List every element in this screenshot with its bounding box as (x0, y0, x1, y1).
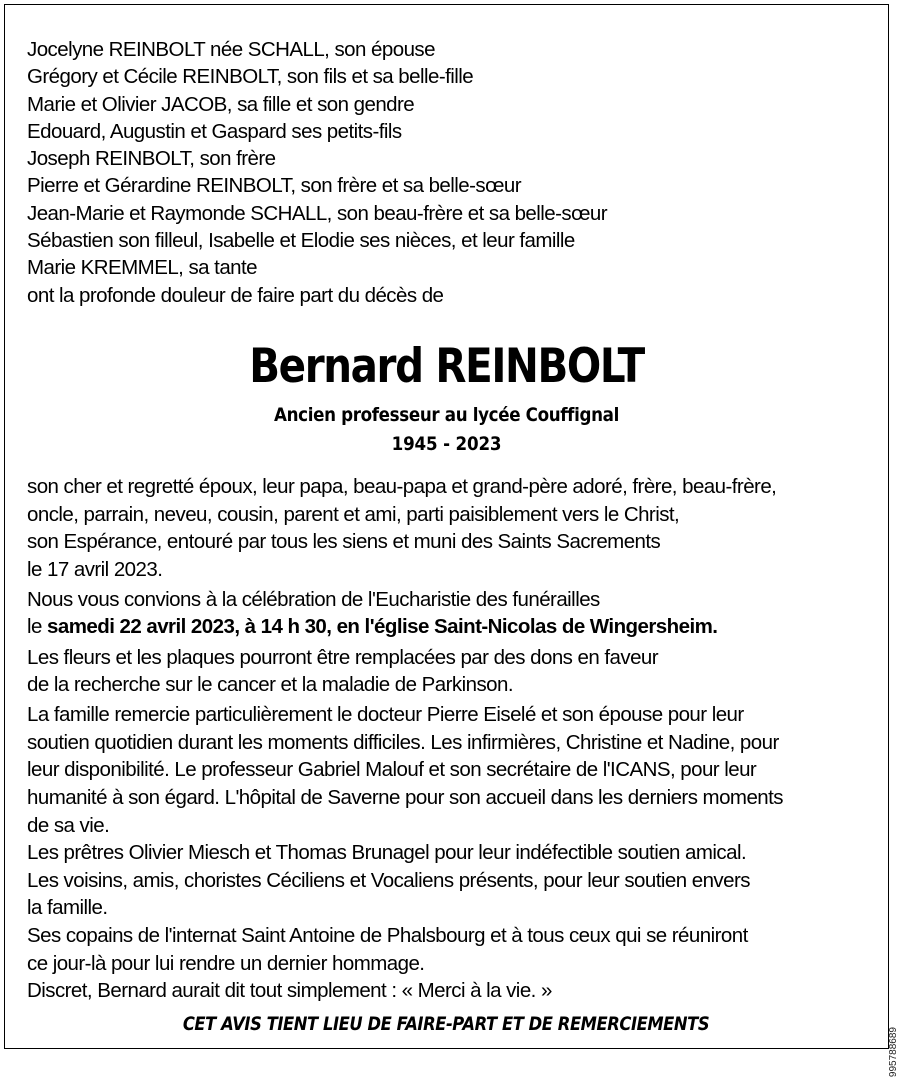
tribute-paragraph (27, 473, 877, 583)
funeral-intro: Nous vous convions à la célébration de l'Eucharistie des funérailles (27, 587, 600, 611)
thanks-line: leur disponibilité. Le professeur Gabriel Malouf et son secrétaire de l'ICANS, pour leur (27, 758, 757, 782)
family-line: Marie KREMMEL, sa tante (27, 256, 258, 280)
family-line: Pierre et Gérardine REINBOLT, son frère et sa belle-sœur (27, 174, 522, 198)
family-line: Edouard, Augustin et Gaspard ses petits-fils (27, 119, 402, 143)
family-line: Marie et Olivier JACOB, sa fille et son gendre (27, 92, 415, 116)
tribute-line: oncle, parrain, neveu, cousin, parent et ami, parti paisiblement vers le Christ, (27, 502, 680, 526)
closing-quote-line: Discret, Bernard aurait dit tout simplement : « Merci à la vie. » (27, 979, 552, 1003)
funeral-prefix: le (27, 615, 48, 639)
tribute-line: son Espérance, entouré par tous les siens et muni des Saints Sacrements (27, 530, 661, 554)
family-line: Jean-Marie et Raymonde SCHALL, son beau-frère et sa belle-sœur (27, 201, 608, 225)
deceased-block (5, 336, 888, 459)
tribute-line: le 17 avril 2023. (27, 557, 163, 581)
family-line: Grégory et Cécile REINBOLT, son fils et sa belle-fille (27, 65, 474, 89)
thanks-line: Les voisins, amis, choristes Céciliens et Vocaliens présents, pour leur soutien envers (27, 868, 750, 892)
family-line: Sébastien son filleul, Isabelle et Elodie ses nièces, et leur famille (27, 229, 575, 253)
thanks-line: humanité à son égard. L'hôpital de Saverne pour son accueil dans les derniers moments (27, 786, 784, 810)
thanks-line: soutien quotidien durant les moments difficiles. Les infirmières, Christine et Nadine, pour (27, 730, 779, 754)
thanks-line: La famille remercie particulièrement le docteur Pierre Eiselé et son épouse pour leur (27, 703, 744, 727)
family-line: Jocelyne REINBOLT née SCHALL, son épouse (27, 38, 435, 61)
donation-line: de la recherche sur le cancer et la maladie de Parkinson. (27, 673, 513, 697)
thanks-line: la famille. (27, 896, 108, 920)
notice-body (27, 473, 877, 1005)
thanks-paragraph (27, 701, 877, 1005)
thanks-line: Ses copains de l'internat Saint Antoine de Phalsbourg et à tous ceux qui se réuniront (27, 924, 748, 947)
thanks-line: ce jour-là pour lui rendre un dernier hommage. (27, 951, 425, 975)
funeral-details: samedi 22 avril 2023, à 14 h 30, en l'église Saint-Nicolas de Wingersheim. (47, 615, 718, 639)
announcement-line: ont la profonde douleur de faire part du décès de (27, 283, 444, 307)
family-line: Joseph REINBOLT, son frère (27, 147, 276, 171)
tribute-line: son cher et regretté époux, leur papa, beau-papa et grand-père adoré, frère, beau-frère, (27, 475, 777, 498)
obituary-notice (4, 4, 899, 1077)
footer-text: CET AVIS TIENT LIEU DE FAIRE-PART ET DE REMERCIEMENTS (183, 1013, 710, 1035)
deceased-name: Bernard REINBOLT (249, 339, 644, 394)
deceased-years: 1945 - 2023 (391, 433, 502, 455)
deceased-subtitle: Ancien professeur au lycée Couffignal (274, 404, 619, 426)
donation-line: Les fleurs et les plaques pourront être remplacées par des dons en faveur (27, 645, 659, 669)
family-list (27, 36, 607, 309)
thanks-line: Les prêtres Olivier Miesch et Thomas Brunagel pour leur indéfectible soutien amical. (27, 841, 747, 865)
funeral-paragraph (27, 586, 877, 641)
donation-paragraph (27, 644, 877, 699)
reference-code: 995788689 (888, 1027, 899, 1077)
thanks-line: de sa vie. (27, 813, 110, 837)
footer-statement (5, 1011, 888, 1037)
funeral-details-line (27, 613, 877, 641)
